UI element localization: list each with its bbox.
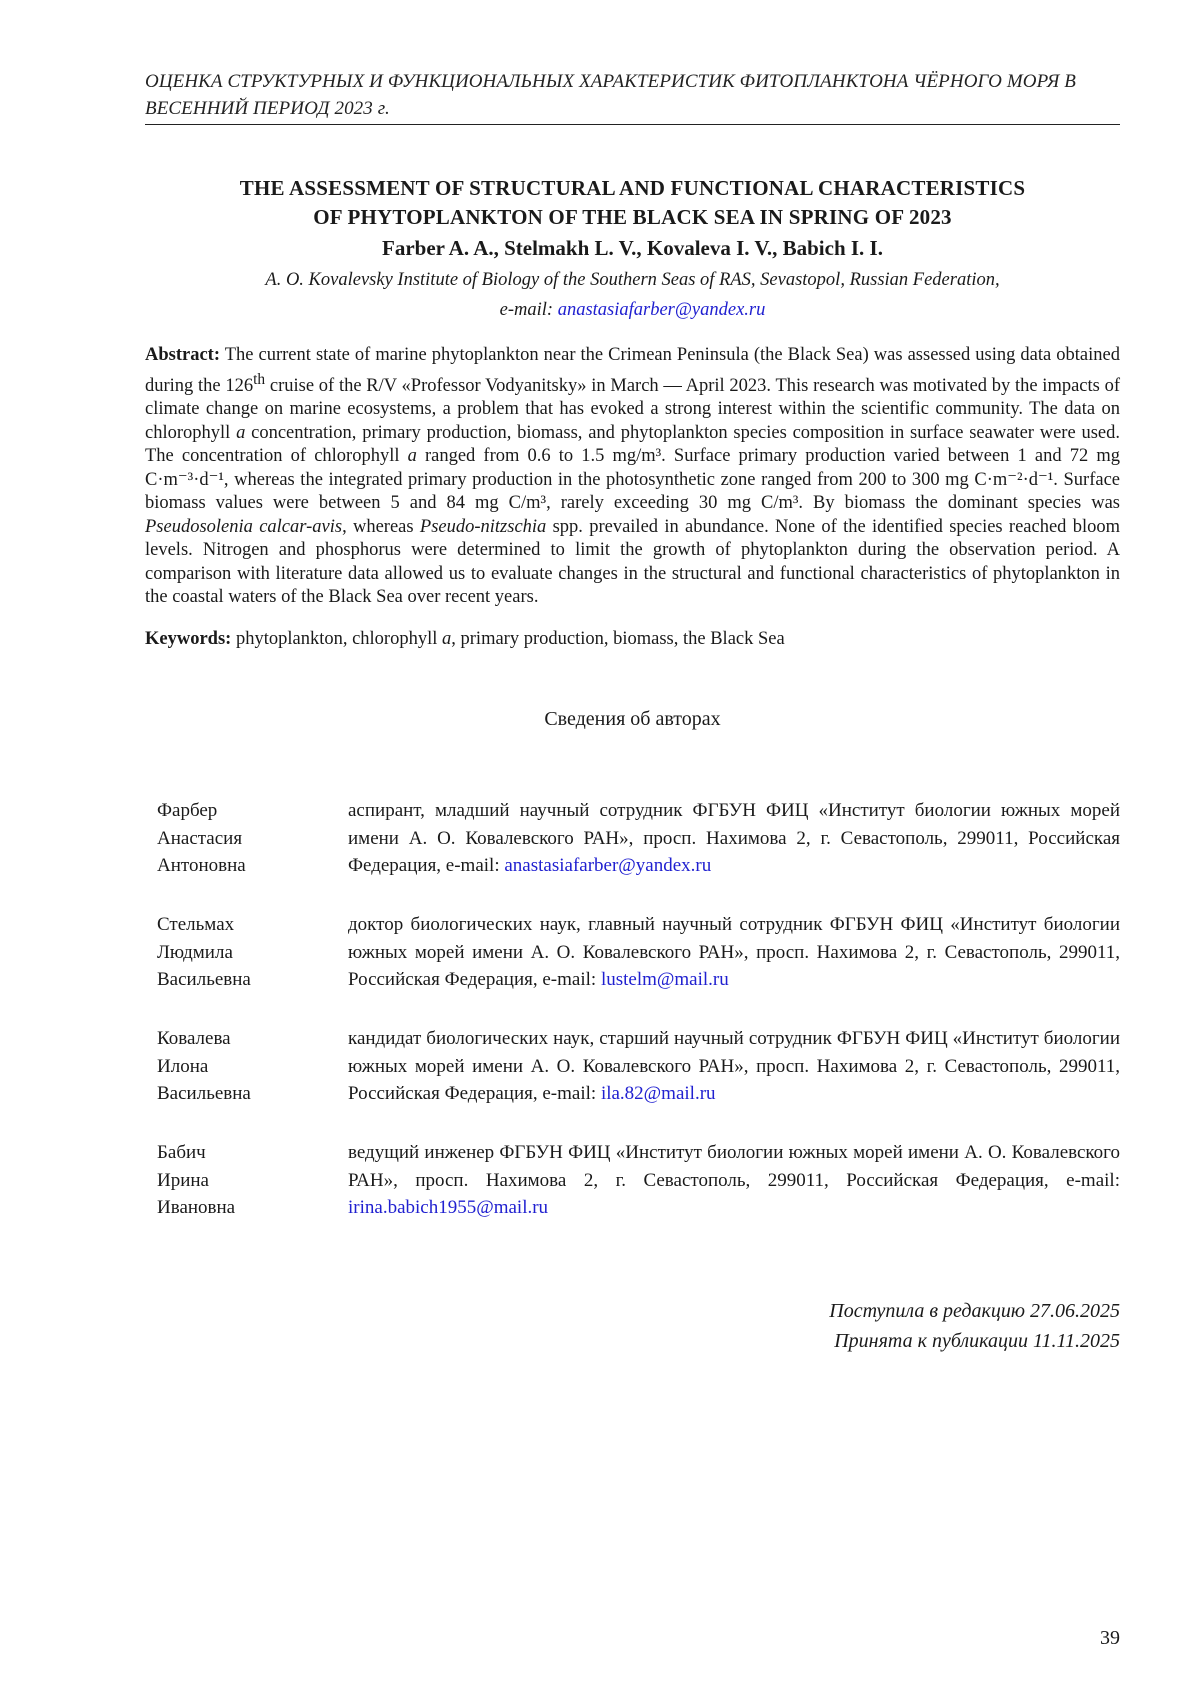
chlorophyll-a-italic: a: [442, 629, 452, 649]
author-patronymic: Васильевна: [157, 969, 251, 990]
author-first-name: Ирина: [157, 1169, 209, 1191]
authors-section-title: Сведения об авторах: [544, 708, 721, 730]
author-email-link[interactable]: irina.babich1955@mail.ru: [348, 1197, 549, 1218]
author-surname: Стельмах: [157, 914, 235, 935]
author-first-name: Илона: [157, 1055, 209, 1077]
paper-title: [145, 174, 1120, 232]
accepted-date: Принята к публикации 11.11.2025: [834, 1330, 1120, 1352]
author-surname: Ковалева: [157, 1028, 231, 1049]
chlorophyll-a-italic: a: [236, 422, 246, 443]
abstract-text-1: The current state of marine phytoplankton near the Crimean Peninsula (the Black Sea) was assessed using data obtained during the 126: [145, 345, 1120, 396]
author-info: [348, 911, 1120, 994]
email-label: e-mail:: [499, 300, 558, 320]
abstract-text-5: , whereas: [342, 516, 420, 537]
species-name: Pseudo-nitzschia: [419, 516, 547, 537]
author-list: Farber A. A., Stelmakh L. V., Kovaleva I. V., Babich I. I.: [382, 236, 883, 260]
author-surname: Фарбер: [157, 800, 218, 821]
abstract-text-3: concentration, primary production, biomass, and phytoplankton species composition in surface seawater were used. The concentration of chlorophyll: [145, 422, 1120, 467]
author-name: [157, 1025, 327, 1108]
abstract-text-4: ranged from 0.6 to 1.5 mg/m³. Surface primary production varied between 1 and 72 mg C·m⁻³·d⁻¹, whereas the integrated primary production in the photosynthetic zone ranged from 200 to 300 mg C·m⁻²·d⁻¹. Surface biomass values were between 5 and 84 mg C/m³, rarely exceeding 30 mg C/m³. By biomass the dominant species was: [145, 446, 1120, 514]
author-info-text: аспирант, младший научный сотрудник ФГБУН ФИЦ «Институт биологии южных морей имени А. О. Ковалевского РАН», просп. Нахимова 2, г. Севастополь, 299011, Российская Федерация, e-mail:: [348, 800, 1120, 876]
author-first-name: Людмила: [157, 941, 233, 963]
author-info: [348, 797, 1120, 880]
ordinal-suffix: th: [253, 370, 266, 388]
title-line-1: THE ASSESSMENT OF STRUCTURAL AND FUNCTIONAL CHARACTERISTICS: [239, 176, 1026, 200]
author-name: [157, 1139, 327, 1222]
author-info-text: доктор биологических наук, главный научный сотрудник ФГБУН ФИЦ «Институт биологии южных морей имени А. О. Ковалевского РАН», просп. Нахимова 2, г. Севастополь, 299011, Российская Федерация, e-mail:: [348, 914, 1120, 990]
keywords-text-2: , primary production, biomass, the Black Sea: [451, 629, 785, 649]
species-name: Pseudosolenia calcar-avis: [145, 516, 343, 537]
chlorophyll-a-italic: a: [407, 446, 417, 467]
author-info: [348, 1025, 1120, 1108]
author-info-text: кандидат биологических наук, старший научный сотрудник ФГБУН ФИЦ «Институт биологии южных морей имени А. О. Ковалевского РАН», просп. Нахимова 2, г. Севастополь, 299011, Российская Федерация, e-mail:: [348, 1028, 1120, 1104]
author-patronymic: Ивановна: [157, 1197, 236, 1218]
author-first-name: Анастасия: [157, 827, 243, 849]
author-name: [157, 797, 327, 880]
author-email-link[interactable]: ila.82@mail.ru: [600, 1083, 716, 1104]
affiliation-block: [145, 265, 1120, 325]
affiliation: A. O. Kovalevsky Institute of Biology of the Southern Seas of RAS, Sevastopol, Russian Federation,: [265, 270, 1000, 290]
author-email-link[interactable]: lustelm@mail.ru: [600, 969, 729, 990]
submission-dates: [620, 1296, 1120, 1356]
abstract-text-2: cruise of the R/V «Professor Vodyanitsky» in March — April 2023. This research was motivated by the impacts of climate change on marine ecosystems, a problem that has evoked a strong interest within the scientific community. The data on chlorophyll: [145, 375, 1120, 443]
title-line-2: OF PHYTOPLANKTON OF THE BLACK SEA IN SPRING OF 2023: [313, 205, 952, 229]
contact-email-line: [145, 295, 1120, 325]
abstract: [145, 344, 1120, 610]
author-email-link[interactable]: anastasiafarber@yandex.ru: [504, 855, 712, 876]
author-surname: Бабич: [157, 1142, 206, 1163]
abstract-label: Abstract:: [145, 345, 221, 365]
author-info-text: ведущий инженер ФГБУН ФИЦ «Институт биологии южных морей имени А. О. Ковалевского РАН», просп. Нахимова 2, г. Севастополь, 299011, Российская Федерация, e-mail:: [348, 1142, 1120, 1191]
running-head: ОЦЕНКА СТРУКТУРНЫХ И ФУНКЦИОНАЛЬНЫХ ХАРАКТЕРИСТИК ФИТОПЛАНКТОНА ЧЁРНОГО МОРЯ В ВЕСЕННИЙ ПЕРИОД 2023 г.: [145, 68, 1120, 125]
received-date: Поступила в редакцию 27.06.2025: [829, 1300, 1120, 1322]
keywords: [145, 627, 1120, 651]
author-name: [157, 911, 327, 994]
author-info: [348, 1139, 1120, 1222]
page-number: 39: [1100, 1627, 1120, 1649]
abstract-text-6: spp. prevailed in abundance. None of the identified species reached bloom levels. Nitrogen and phosphorus were determined to limit the growth of phytoplankton during the observation period. A comparison with literature data allowed us to evaluate changes in the structural and functional characteristics of phytoplankton in the coastal waters of the Black Sea over recent years.: [145, 516, 1120, 608]
keywords-label: Keywords:: [145, 629, 232, 649]
author-patronymic: Васильевна: [157, 1083, 251, 1104]
author-patronymic: Антоновна: [157, 855, 246, 876]
contact-email-link[interactable]: anastasiafarber@yandex.ru: [557, 300, 766, 320]
keywords-text-1: phytoplankton, chlorophyll: [231, 629, 443, 649]
